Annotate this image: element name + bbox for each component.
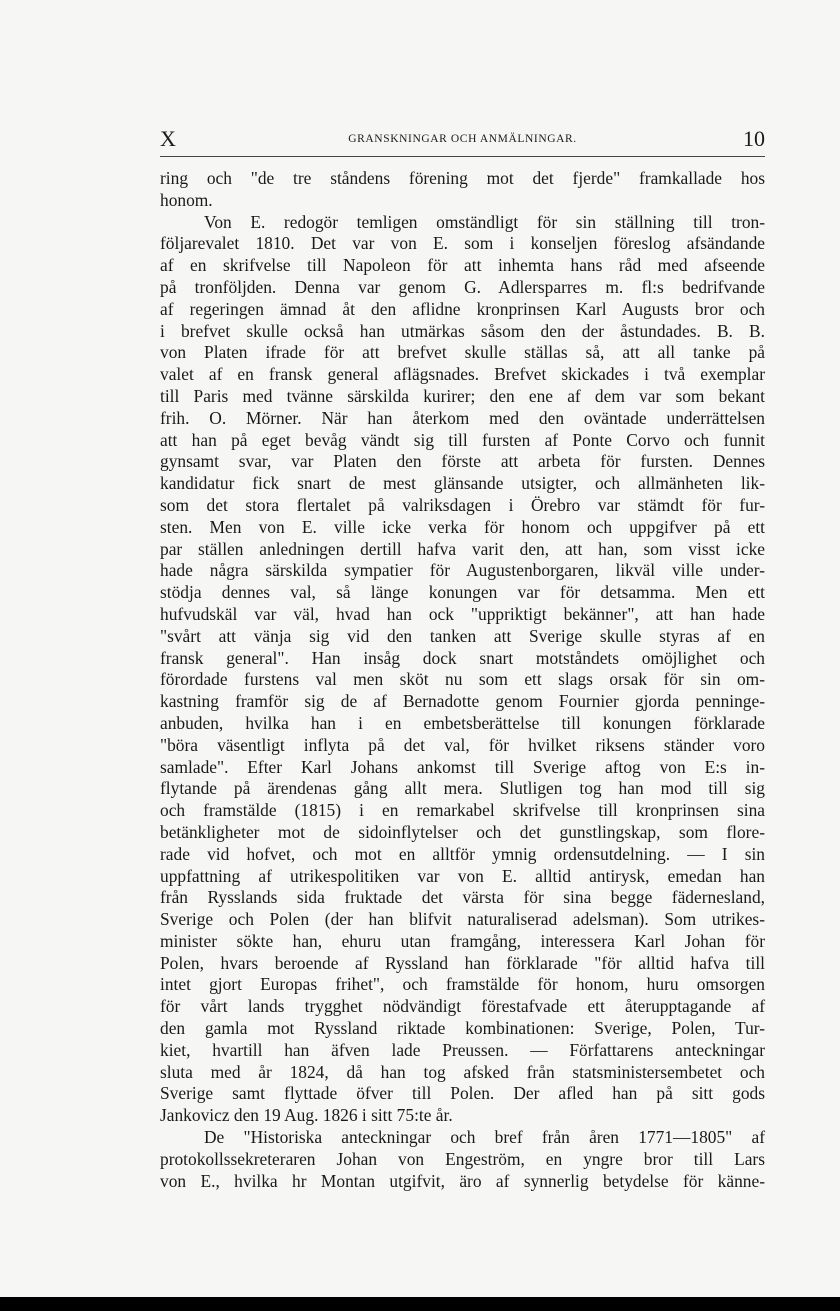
text-line: par ställen anledningen dertill hafva varit den, att han, som visst icke: [160, 538, 765, 559]
text-line: "böra väsentligt inflyta på det val, för hvilket riksens ständer voro: [160, 734, 765, 755]
text-line: som det stora flertalet på valriksdagen i Örebro var stämdt för fur-: [160, 494, 765, 515]
text-line: den gamla mot Ryssland riktade kombinationen: Sverige, Polen, Tur-: [160, 1018, 765, 1039]
text-line: Polen, hvars beroende af Ryssland han förklarade "för alltid hafva till: [160, 952, 765, 973]
text-line: på tronföljden. Denna var genom G. Adlersparres m. fl:s bedrifvande: [160, 276, 765, 297]
text-line: kandidatur fick snart de mest glänsande utsigter, och allmänheten lik-: [160, 473, 765, 494]
text-line: frih. O. Mörner. När han återkom med den oväntade underrättelsen: [160, 407, 765, 428]
page-header: [160, 122, 765, 154]
text-line: kiet, hvartill han äfven lade Preussen. — Författarens anteckningar: [160, 1039, 765, 1060]
text-line: följarevalet 1810. Det var von E. som i konseljen föreslog afsändande: [160, 233, 765, 254]
scan-bottom-edge: [0, 1297, 840, 1311]
running-title: GRANSKNINGAR OCH ANMÄLNINGAR.: [348, 133, 577, 145]
text-line: protokollssekreteraren Johan von Engeström, en yngre bror till Lars: [160, 1148, 765, 1169]
text-line: kastning framför sig de af Bernadotte genom Fournier gjorda penninge-: [160, 691, 765, 712]
text-line: stödja dennes val, så länge konungen var för detsamma. Men ett: [160, 582, 765, 603]
text-line: gynsamt svar, var Platen den förste att arbeta för fursten. Dennes: [160, 451, 765, 472]
text-line: flytande på ärendenas gång allt mera. Slutligen tog han mod till sig: [160, 778, 765, 799]
text-line: uppfattning af utrikespolitiken var von E. alltid antirysk, emedan han: [160, 865, 765, 886]
text-line: anbuden, hvilka han i en embetsberättelse till konungen förklarade: [160, 712, 765, 733]
text-line: hufvudskäl var väl, hvad han ock "uppriktigt bekänner", att han hade: [160, 603, 765, 624]
text-line: och framstälde (1815) i en remarkabel skrifvelse till kronprinsen sina: [160, 800, 765, 821]
body-text: [160, 168, 765, 1192]
text-line: fransk general". Han insåg dock snart motståndets omöjlighet och: [160, 647, 765, 668]
text-line: honom.: [160, 189, 213, 210]
text-line: sten. Men von E. ville icke verka för honom och uppgifver på ett: [160, 516, 765, 537]
text-line: till Paris med tvänne särskilda kurirer; den ene af dem var som bekant: [160, 385, 765, 406]
page-number: 10: [743, 126, 765, 151]
header-rule: [160, 156, 765, 157]
text-line: i brefvet skulle också han utmärkas såsom den der åstundades. B. B.: [160, 320, 765, 341]
text-line: intet gjort Europas frihet", och framstälde för honom, huru omsorgen: [160, 974, 765, 995]
text-line: hade några särskilda sympatier för Augustenborgaren, likväl ville under-: [160, 560, 765, 581]
text-line: förordade furstens val men sköt nu som ett slags orsak för sin om-: [160, 669, 765, 690]
text-line: betänkligheter mot de sidoinflytelser och det gunstlingskap, som flore-: [160, 821, 765, 842]
text-line: "svårt att vänja sig vid den tanken att Sverige skulle styras af en: [160, 625, 765, 646]
text-line: minister sökte han, ehuru utan framgång, interessera Karl Johan för: [160, 930, 765, 951]
text-line: von Platen ifrade för att brefvet skulle ställas så, att all tanke på: [160, 342, 765, 363]
text-line: ring och "de tre ståndens förening mot det fjerde" framkallade hos: [160, 168, 765, 188]
text-line: för vårt lands trygghet nödvändigt förestafvade ett återupptagande af: [160, 996, 765, 1017]
text-line: från Rysslands sida fruktade det värsta för sina begge fädernesland,: [160, 887, 765, 908]
text-line: von E., hvilka hr Montan utgifvit, äro af synnerlig betydelse för känne-: [160, 1170, 765, 1191]
text-line: sluta med år 1824, då han tog afsked från statsministersembetet och: [160, 1061, 765, 1082]
text-line: samlade". Efter Karl Johans ankomst till Sverige aftog von E:s in-: [160, 756, 765, 777]
text-line: valet af en fransk general aflägsnades. Brefvet skickades i två exemplar: [160, 364, 765, 385]
text-line: rade vid hofvet, och mot en alltför ymnig ordensutdelning. — I sin: [160, 843, 765, 864]
text-line: Sverige och Polen (der han blifvit naturaliserad adelsman). Som utrikes-: [160, 909, 765, 930]
text-line: att han på eget bevåg vändt sig till fursten af Ponte Corvo och funnit: [160, 429, 765, 450]
text-line: af regeringen ämnad åt den aflidne kronprinsen Karl Augusts bror och: [160, 298, 765, 319]
text-line: Sverige samt flyttade öfver till Polen. Der afled han på sitt gods: [160, 1083, 765, 1104]
text-line: af en skrifvelse till Napoleon för att inhemta hans råd med afseende: [160, 255, 765, 276]
paragraph-first-line: De "Historiska anteckningar och bref från åren 1771—1805" af: [204, 1127, 765, 1148]
section-numeral: X: [160, 126, 176, 151]
paragraph-first-line: Von E. redogör temligen omständligt för sin ställning till tron-: [204, 211, 765, 232]
text-line: Jankovicz den 19 Aug. 1826 i sitt 75:te år.: [160, 1105, 453, 1126]
